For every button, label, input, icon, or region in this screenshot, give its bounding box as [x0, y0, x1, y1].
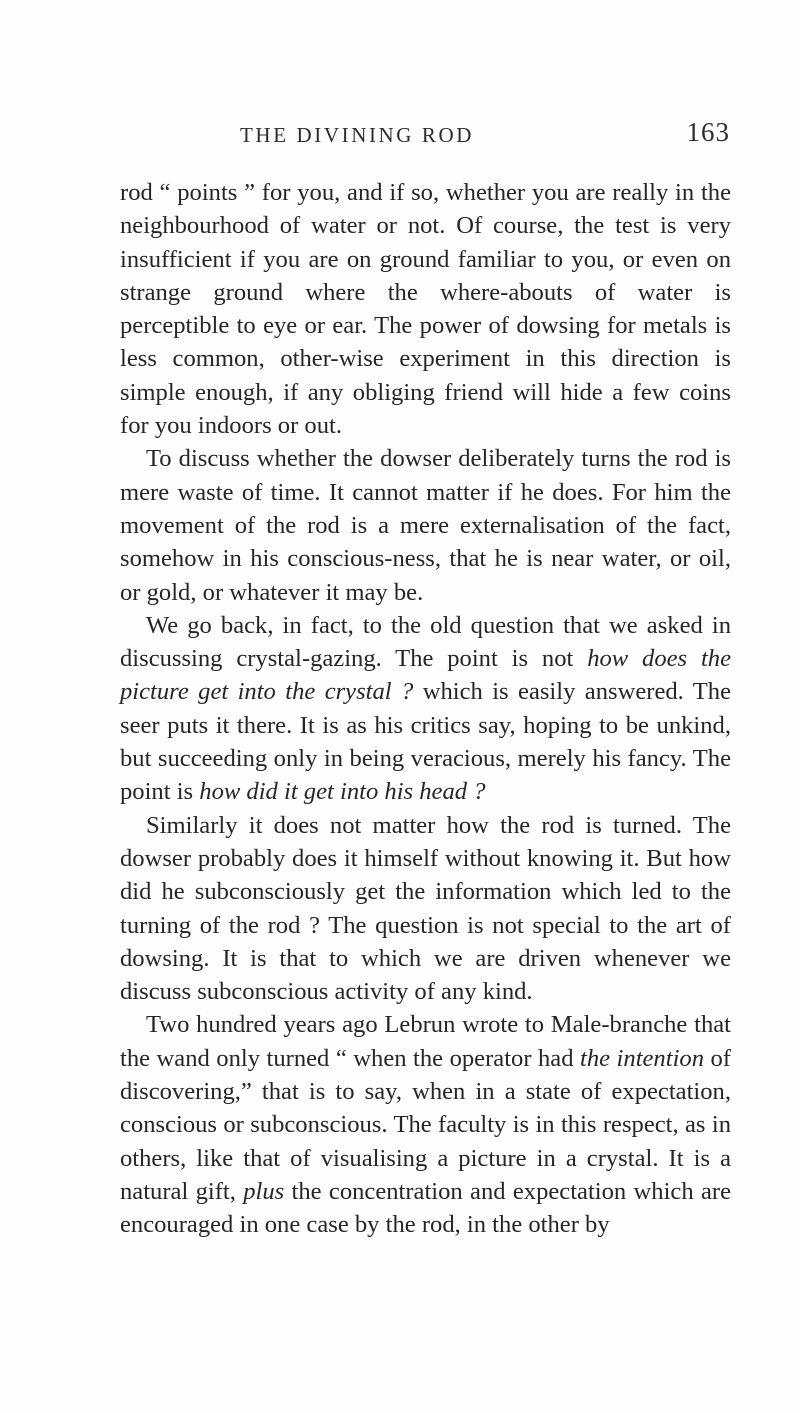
page-number: 163	[686, 117, 730, 147]
running-head	[120, 117, 730, 157]
paragraph	[120, 609, 731, 809]
paragraph	[120, 809, 731, 1009]
text-segment: We go back, in fact, to the old question that we asked in discussing crystal-gazing. The point is not	[120, 611, 731, 673]
text-segment: of discovering,” that is to say, when in a state of expectation, conscious or subconscious. The faculty is in this respect, as in others, like that of visualising a picture in a crystal. It is a natural gift,	[120, 1044, 731, 1205]
text-segment: Similarly it does not matter how the rod is turned. The dowser probably does it himself without knowing it. But how did he subconsciously get the information which led to the turning of the rod ? The question is not special to the art of dowsing. It is that to which we are driven whenever we discuss subconscious activity of any kind.	[120, 811, 731, 1006]
italic-text: how does the picture get into the crystal ?	[120, 645, 732, 706]
body-text	[120, 176, 731, 1242]
paragraph	[120, 442, 731, 608]
running-title: THE DIVINING ROD	[240, 123, 475, 147]
text-segment: rod “ points ” for you, and if so, whether you are really in the neighbourhood of water or not. Of course, the test is very insufficient if you are on ground familiar to you, or even on strange ground where the where-abouts of water is perceptible to eye or ear. The power of dowsing for metals is less common, other-wise experiment in this direction is simple enough, if any obliging friend will hide a few coins for you indoors or out.	[120, 179, 731, 440]
text-segment: To discuss whether the dowser deliberately turns the rod is mere waste of time. It cannot matter if he does. For him the movement of the rod is a mere externalisation of the fact, somehow in his conscious-ness, that he is near water, or oil, or gold, or whatever it may be.	[120, 445, 731, 606]
text-segment: the concentration and expectation which are encouraged in one case by the rod, in the other by	[120, 1177, 731, 1239]
paragraph	[120, 1008, 731, 1241]
text-segment: Two hundred years ago Lebrun wrote to Male-branche that the wand only turned “ when the operator had	[120, 1011, 731, 1072]
italic-text: how did it get into his head ?	[199, 778, 486, 806]
italic-text: the intention	[580, 1044, 704, 1072]
italic-text: plus	[243, 1177, 285, 1205]
paragraph	[120, 176, 731, 442]
text-segment: which is easily answered. The seer puts it there. It is as his critics say, hoping to be unkind, but succeeding only in being veracious, merely his fancy. The point is	[120, 678, 731, 806]
